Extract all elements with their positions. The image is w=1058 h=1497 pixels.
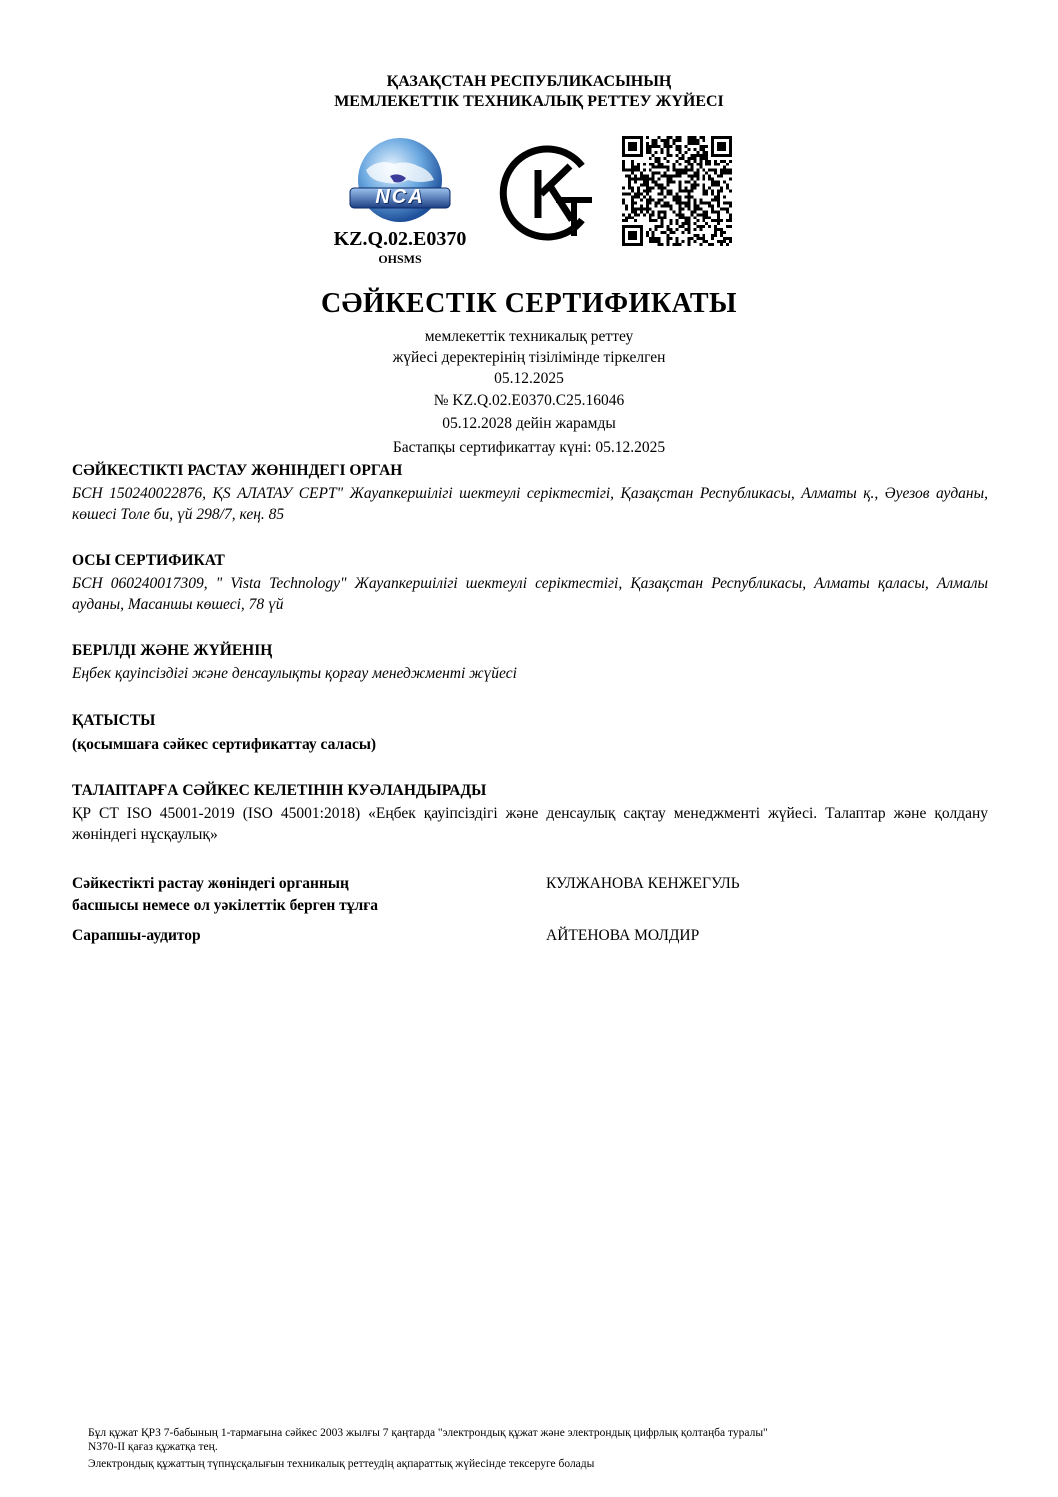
registration-code: KZ.Q.02.E0370 — [333, 228, 467, 250]
valid-until: 05.12.2028 дейін жарамды — [442, 415, 616, 432]
footer-line-1: Бұл құжат ҚРЗ 7-бабының 1-тармағына сәйкес 2003 жылғы 7 қаңтарда "электрондық құжат және электрондық цифрлық қолтаңба туралы" — [88, 1427, 768, 1439]
auditor-label: Сарапшы-аудитор — [72, 927, 201, 944]
footer-line-2: N370-II қағаз құжатқа тең. — [88, 1441, 218, 1453]
qr-code-icon — [622, 136, 732, 246]
registry-date: 05.12.2025 — [494, 370, 564, 387]
certificate-number: № KZ.Q.02.E0370.C25.16046 — [433, 392, 625, 409]
head-signatory-name: КУЛЖАНОВА КЕНЖЕГУЛЬ — [546, 875, 740, 892]
nca-logo — [348, 136, 452, 234]
requirements-text: ҚР СТ ISO 45001-2019 (ISO 45001:2018) «Еңбек қауіпсіздігі және денсаулық сақтау менеджменті жүйесі. Талаптар және қолдану жөніндегі нұсқаулық» — [72, 805, 988, 843]
header-line-2: МЕМЛЕКЕТТІК ТЕХНИКАЛЫҚ РЕТТЕУ ЖҮЙЕСІ — [334, 93, 724, 110]
auditor-name: АЙТЕНОВА МОЛДИР — [546, 927, 700, 944]
certification-body-text: БСН 150240022876, ҚS АЛАТАУ СЕРТ" Жауапкершілігі шектеулі серіктестігі, Қазақстан Республикасы, Алматы қ., Әуезов ауданы, көшесі Толе би, үй 298/7, кең. 85 — [72, 485, 988, 523]
certification-body-heading: СӘЙКЕСТІКТІ РАСТАУ ЖӨНІНДЕГІ ОРГАН — [72, 462, 403, 479]
registry-line-2: жүйесі деректерінің тізілімінде тіркелген — [392, 349, 666, 366]
scope-heading: ҚАТЫСТЫ — [72, 712, 156, 729]
header-line-1: ҚАЗАҚСТАН РЕСПУБЛИКАСЫНЫҢ — [386, 73, 672, 90]
scope-text: (қосымшаға сәйкес сертификаттау саласы) — [72, 736, 377, 753]
registration-scheme: OHSMS — [378, 252, 422, 266]
certificate-title: СӘЙКЕСТІК СЕРТИФИКАТЫ — [320, 288, 738, 319]
requirements-heading: ТАЛАПТАРҒА СӘЙКЕС КЕЛЕТІНІН КУӘЛАНДЫРАДЫ — [72, 782, 487, 799]
head-signatory-label-1: Сәйкестікті растау жөніндегі органның — [72, 875, 349, 892]
certificate-holder-heading: ОСЫ СЕРТИФИКАТ — [72, 552, 225, 569]
registry-line-1: мемлекеттік техникалық реттеу — [424, 328, 634, 345]
certificate-holder-text: БСН 060240017309, " Vista Technology" Жауапкершілігі шектеулі серіктестігі, Қазақстан Республикасы, Алматы қаласы, Алмалы ауданы, Масаншы көшесі, 78 үй — [72, 575, 988, 613]
footer-line-3: Электрондық құжаттың түпнұсқалығын техникалық реттеудің ақпараттық жүйесінде тексеруге болады — [88, 1458, 595, 1470]
head-signatory-label-2: басшысы немесе ол уәкілеттік берген тұлға — [72, 897, 378, 914]
system-heading: БЕРІЛДІ ЖӘНЕ ЖҮЙЕНІҢ — [72, 642, 273, 659]
system-text: Еңбек қауіпсіздігі және денсаулықты қорғау менеджменті жүйесі — [72, 665, 517, 682]
nca-logo-text: NCA — [375, 186, 425, 208]
kt-conformity-mark — [498, 140, 594, 244]
initial-certification-date: Бастапқы сертификаттау күні: 05.12.2025 — [392, 439, 666, 456]
